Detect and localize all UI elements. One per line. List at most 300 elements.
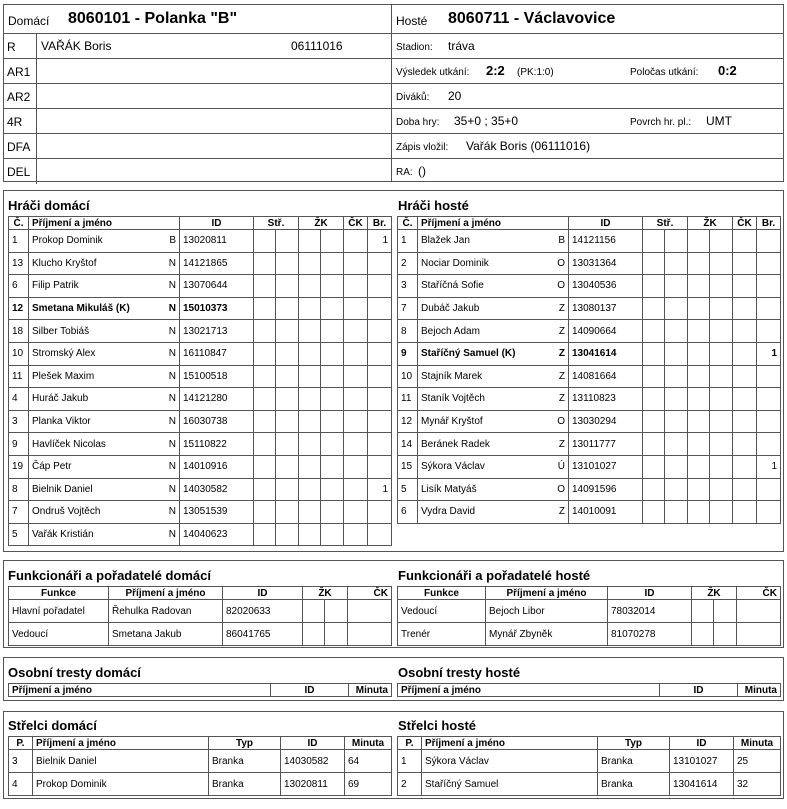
stadium-value: tráva xyxy=(448,39,475,53)
yellow-card-cell xyxy=(321,455,344,478)
away-scorers-header xyxy=(398,737,781,750)
player-row xyxy=(398,478,781,501)
staff-id: 78032014 xyxy=(608,600,692,623)
yellow-card-cell xyxy=(688,275,710,298)
home-scorers-header xyxy=(9,737,392,750)
yellow-card-cell xyxy=(688,410,710,433)
sub-in-cell xyxy=(254,388,276,411)
col-yc: ŽK xyxy=(299,217,344,230)
yellow-card-cell xyxy=(321,523,344,546)
halftime-label: Poločas utkání: xyxy=(630,67,699,78)
col-type: Typ xyxy=(598,737,670,750)
yellow-card-cell xyxy=(688,433,710,456)
col-minute: Minuta xyxy=(734,737,781,750)
col-id: ID xyxy=(223,587,303,600)
yellow-card-cell xyxy=(692,600,714,623)
sub-in-cell xyxy=(643,433,665,456)
official-role: R xyxy=(7,40,16,54)
sub-out-cell xyxy=(665,478,688,501)
yellow-card-cell xyxy=(688,297,710,320)
away-scorers-title: Střelci hosté xyxy=(398,718,477,733)
official-row xyxy=(4,159,391,184)
col-name: Příjmení a jméno xyxy=(418,217,569,230)
player-name: Čáp Petr xyxy=(29,455,162,478)
red-card-cell xyxy=(344,501,368,524)
sub-in-cell xyxy=(254,410,276,433)
scorer-type: Branka xyxy=(598,750,670,773)
staff-role: Vedoucí xyxy=(9,623,109,646)
col-goals: Br. xyxy=(757,217,781,230)
player-goals xyxy=(757,478,781,501)
yellow-card-cell xyxy=(299,275,321,298)
sub-out-cell xyxy=(276,342,299,365)
player-position: N xyxy=(162,320,180,343)
sub-in-cell xyxy=(254,320,276,343)
away-penalties-table xyxy=(397,683,781,697)
yellow-card-cell xyxy=(321,410,344,433)
player-row xyxy=(398,501,781,524)
staff-panel xyxy=(3,560,784,648)
player-goals xyxy=(368,297,392,320)
player-goals: 1 xyxy=(368,230,392,253)
col-minute: Minuta xyxy=(345,737,392,750)
player-position: Z xyxy=(551,297,569,320)
col-id: ID xyxy=(660,684,738,697)
yellow-card-cell xyxy=(710,252,733,275)
yellow-card-cell xyxy=(299,320,321,343)
player-number: 13 xyxy=(9,252,29,275)
sub-in-cell xyxy=(254,478,276,501)
player-row xyxy=(9,433,392,456)
scorers-panel xyxy=(3,711,784,799)
player-id: 13051539 xyxy=(180,501,254,524)
yellow-card-cell xyxy=(714,600,737,623)
player-id: 14121865 xyxy=(180,252,254,275)
home-staff-header xyxy=(9,587,392,600)
col-yc: ŽK xyxy=(303,587,348,600)
home-label: Domácí xyxy=(8,14,50,28)
official-row xyxy=(4,134,391,159)
staff-row xyxy=(398,600,781,623)
sub-in-cell xyxy=(254,501,276,524)
yellow-card-cell xyxy=(710,478,733,501)
staff-role: Trenér xyxy=(398,623,486,646)
scorer-minute: 32 xyxy=(734,773,781,796)
player-position: Ú xyxy=(551,455,569,478)
sub-out-cell xyxy=(276,388,299,411)
away-team-row xyxy=(392,5,783,34)
away-label: Hosté xyxy=(396,14,428,28)
sub-out-cell xyxy=(665,342,688,365)
sub-in-cell xyxy=(254,297,276,320)
sub-in-cell xyxy=(643,230,665,253)
red-card-cell xyxy=(344,230,368,253)
player-id: 14121280 xyxy=(180,388,254,411)
yellow-card-cell xyxy=(714,623,737,646)
red-card-cell xyxy=(737,600,781,623)
away-team-title: 8060711 - Václavovice xyxy=(448,10,616,27)
home-penalties-header xyxy=(9,684,392,697)
player-id: 13030294 xyxy=(569,410,643,433)
sub-in-cell xyxy=(643,365,665,388)
player-position: O xyxy=(551,478,569,501)
player-goals xyxy=(757,433,781,456)
player-id: 14081664 xyxy=(569,365,643,388)
yellow-card-cell xyxy=(321,275,344,298)
player-row xyxy=(9,342,392,365)
player-number: 7 xyxy=(398,297,418,320)
spectators-row xyxy=(392,84,783,109)
sub-out-cell xyxy=(665,252,688,275)
player-row xyxy=(9,388,392,411)
player-position: N xyxy=(162,388,180,411)
sub-out-cell xyxy=(276,523,299,546)
yellow-card-cell xyxy=(710,297,733,320)
yellow-card-cell xyxy=(688,342,710,365)
player-row xyxy=(398,297,781,320)
player-goals xyxy=(368,275,392,298)
player-position: B xyxy=(551,230,569,253)
staff-id: 86041765 xyxy=(223,623,303,646)
official-row xyxy=(4,84,391,109)
red-card-cell xyxy=(344,320,368,343)
sub-out-cell xyxy=(276,455,299,478)
red-card-cell xyxy=(733,230,757,253)
col-rc: ČK xyxy=(737,587,781,600)
player-id: 14030582 xyxy=(180,478,254,501)
player-row xyxy=(9,455,392,478)
away-players-title: Hráči hosté xyxy=(398,198,469,213)
player-row xyxy=(9,297,392,320)
player-goals: 1 xyxy=(757,342,781,365)
sub-out-cell xyxy=(276,297,299,320)
yellow-card-cell xyxy=(299,297,321,320)
player-position: Z xyxy=(551,365,569,388)
yellow-card-cell xyxy=(688,252,710,275)
player-number: 12 xyxy=(9,297,29,320)
yellow-card-cell xyxy=(299,410,321,433)
player-row xyxy=(9,478,392,501)
player-goals xyxy=(757,230,781,253)
yellow-card-cell xyxy=(325,600,348,623)
sub-in-cell xyxy=(254,365,276,388)
sub-out-cell xyxy=(665,388,688,411)
player-name: Plešek Maxim xyxy=(29,365,162,388)
red-card-cell xyxy=(737,623,781,646)
staff-row xyxy=(398,623,781,646)
yellow-card-cell xyxy=(325,623,348,646)
yellow-card-cell xyxy=(299,252,321,275)
player-row xyxy=(9,523,392,546)
player-name: Lisík Matyáš xyxy=(418,478,551,501)
ra-row xyxy=(392,159,783,184)
player-goals xyxy=(757,320,781,343)
sub-out-cell xyxy=(276,365,299,388)
red-card-cell xyxy=(733,478,757,501)
player-number: 6 xyxy=(398,501,418,524)
sub-in-cell xyxy=(254,342,276,365)
scorer-name: Bielnik Daniel xyxy=(33,750,209,773)
player-row xyxy=(9,275,392,298)
sub-out-cell xyxy=(665,230,688,253)
yellow-card-cell xyxy=(321,297,344,320)
player-id: 15010373 xyxy=(180,297,254,320)
sub-in-cell xyxy=(254,230,276,253)
scorer-number: 4 xyxy=(9,773,33,796)
col-goals: Br. xyxy=(368,217,392,230)
ra-label: RA: xyxy=(396,167,413,178)
official-role: AR1 xyxy=(7,65,31,79)
player-position: N xyxy=(162,297,180,320)
col-name: Příjmení a jméno xyxy=(422,737,598,750)
col-id: ID xyxy=(271,684,349,697)
duration-row xyxy=(392,109,783,134)
official-role: AR2 xyxy=(7,90,31,104)
player-row xyxy=(9,252,392,275)
player-id: 13021713 xyxy=(180,320,254,343)
player-name: Staník Vojtěch xyxy=(418,388,551,411)
player-goals xyxy=(368,388,392,411)
away-players-header xyxy=(398,217,781,230)
player-name: Klucho Kryštof xyxy=(29,252,162,275)
player-id: 16030738 xyxy=(180,410,254,433)
yellow-card-cell xyxy=(299,230,321,253)
sub-out-cell xyxy=(665,320,688,343)
player-id: 15100518 xyxy=(180,365,254,388)
yellow-card-cell xyxy=(321,501,344,524)
sub-in-cell xyxy=(643,388,665,411)
player-goals xyxy=(368,252,392,275)
yellow-card-cell xyxy=(710,320,733,343)
player-number: 9 xyxy=(9,433,29,456)
player-name: Staříčný Samuel (K) xyxy=(418,342,551,365)
yellow-card-cell xyxy=(710,388,733,411)
yellow-card-cell xyxy=(299,365,321,388)
red-card-cell xyxy=(344,275,368,298)
player-name: Stajník Marek xyxy=(418,365,551,388)
player-row xyxy=(398,433,781,456)
sub-in-cell xyxy=(643,275,665,298)
stadium-label: Stadion: xyxy=(396,42,433,53)
duration-label: Doba hry: xyxy=(396,117,440,128)
player-id: 13041614 xyxy=(569,342,643,365)
player-name: Staříčná Sofie xyxy=(418,275,551,298)
player-id: 13020811 xyxy=(180,230,254,253)
col-id: ID xyxy=(608,587,692,600)
result-row xyxy=(392,59,783,84)
stadium-row xyxy=(392,34,783,59)
col-name: Příjmení a jméno xyxy=(29,217,180,230)
sub-in-cell xyxy=(643,410,665,433)
player-row xyxy=(398,275,781,298)
player-position: B xyxy=(162,230,180,253)
home-header-column xyxy=(4,5,392,181)
player-number: 7 xyxy=(9,501,29,524)
player-name: Vařák Kristián xyxy=(29,523,162,546)
away-staff-table xyxy=(397,586,781,646)
player-id: 14010916 xyxy=(180,455,254,478)
staff-role: Vedoucí xyxy=(398,600,486,623)
red-card-cell xyxy=(344,410,368,433)
player-name: Mynář Kryštof xyxy=(418,410,551,433)
scorer-name: Staříčný Samuel xyxy=(422,773,598,796)
staff-role: Hlavní pořadatel xyxy=(9,600,109,623)
red-card-cell xyxy=(344,523,368,546)
player-row xyxy=(9,501,392,524)
yellow-card-cell xyxy=(321,388,344,411)
player-name: Dubáč Jakub xyxy=(418,297,551,320)
scorer-id: 13101027 xyxy=(670,750,734,773)
staff-row xyxy=(9,600,392,623)
staff-id: 81070278 xyxy=(608,623,692,646)
col-id: ID xyxy=(670,737,734,750)
player-name: Huráč Jakub xyxy=(29,388,162,411)
sub-out-cell xyxy=(276,252,299,275)
player-row xyxy=(398,342,781,365)
red-card-cell xyxy=(344,342,368,365)
away-staff-title: Funkcionáři a pořadatelé hosté xyxy=(398,568,591,583)
player-name: Bejoch Adam xyxy=(418,320,551,343)
home-staff-title: Funkcionáři a pořadatelé domácí xyxy=(8,568,211,583)
staff-name: Mynář Zbyněk xyxy=(486,623,608,646)
player-position: Z xyxy=(551,433,569,456)
yellow-card-cell xyxy=(710,455,733,478)
player-number: 18 xyxy=(9,320,29,343)
yellow-card-cell xyxy=(321,252,344,275)
player-goals xyxy=(368,410,392,433)
red-card-cell xyxy=(344,388,368,411)
player-row xyxy=(398,410,781,433)
red-card-cell xyxy=(733,320,757,343)
player-name: Ondruš Vojtěch xyxy=(29,501,162,524)
player-goals xyxy=(368,455,392,478)
scorer-row xyxy=(9,773,392,796)
col-yc: ŽK xyxy=(688,217,733,230)
red-card-cell xyxy=(344,478,368,501)
player-goals xyxy=(757,410,781,433)
col-name: Příjmení a jméno xyxy=(33,737,209,750)
player-name: Havlíček Nicolas xyxy=(29,433,162,456)
sub-out-cell xyxy=(665,410,688,433)
recorder-value: Vařák Boris (06111016) xyxy=(466,139,591,153)
player-name: Filip Patrik xyxy=(29,275,162,298)
match-header xyxy=(3,4,784,182)
away-scorers-table xyxy=(397,736,781,796)
red-card-cell xyxy=(733,365,757,388)
home-penalties-table xyxy=(8,683,392,697)
col-role: Funkce xyxy=(398,587,486,600)
player-id: 13070644 xyxy=(180,275,254,298)
red-card-cell xyxy=(348,600,392,623)
sub-out-cell xyxy=(276,320,299,343)
scorer-minute: 69 xyxy=(345,773,392,796)
official-role: DEL xyxy=(7,165,31,179)
halftime-value: 0:2 xyxy=(718,63,737,78)
red-card-cell xyxy=(344,252,368,275)
scorer-type: Branka xyxy=(209,750,281,773)
yellow-card-cell xyxy=(710,410,733,433)
away-header-column xyxy=(392,5,783,181)
scorer-row xyxy=(398,750,781,773)
player-goals: 1 xyxy=(368,478,392,501)
yellow-card-cell xyxy=(688,478,710,501)
col-name: Příjmení a jméno xyxy=(9,684,271,697)
sub-out-cell xyxy=(276,478,299,501)
penalties-panel xyxy=(3,657,784,701)
player-number: 8 xyxy=(398,320,418,343)
sub-out-cell xyxy=(276,410,299,433)
col-id: ID xyxy=(569,217,643,230)
official-role: DFA xyxy=(7,140,31,154)
scorer-name: Sýkora Václav xyxy=(422,750,598,773)
col-sub: Stř. xyxy=(643,217,688,230)
scorer-id: 14030582 xyxy=(281,750,345,773)
player-goals xyxy=(757,501,781,524)
players-panel xyxy=(3,190,784,552)
player-name: Bielnik Daniel xyxy=(29,478,162,501)
red-card-cell xyxy=(733,252,757,275)
scorer-name: Prokop Dominik xyxy=(33,773,209,796)
player-name: Vydra David xyxy=(418,501,551,524)
official-row xyxy=(4,59,391,84)
col-num: P. xyxy=(9,737,33,750)
yellow-card-cell xyxy=(299,388,321,411)
staff-row xyxy=(9,623,392,646)
player-position: N xyxy=(162,365,180,388)
scorer-row xyxy=(9,750,392,773)
result-value: 2:2 xyxy=(486,63,505,78)
staff-id: 82020633 xyxy=(223,600,303,623)
sub-in-cell xyxy=(254,523,276,546)
scorer-type: Branka xyxy=(209,773,281,796)
player-row xyxy=(398,230,781,253)
player-row xyxy=(9,320,392,343)
player-position: O xyxy=(551,410,569,433)
official-code: 06111016 xyxy=(291,39,343,53)
yellow-card-cell xyxy=(299,501,321,524)
player-number: 5 xyxy=(398,478,418,501)
yellow-card-cell xyxy=(688,230,710,253)
ra-value: () xyxy=(418,164,426,178)
player-number: 19 xyxy=(9,455,29,478)
scorer-id: 13020811 xyxy=(281,773,345,796)
red-card-cell xyxy=(733,433,757,456)
col-rc: ČK xyxy=(348,587,392,600)
player-number: 10 xyxy=(9,342,29,365)
player-number: 1 xyxy=(9,230,29,253)
yellow-card-cell xyxy=(321,230,344,253)
player-row xyxy=(398,365,781,388)
scorer-minute: 25 xyxy=(734,750,781,773)
player-position: O xyxy=(551,252,569,275)
player-number: 5 xyxy=(9,523,29,546)
scorer-row xyxy=(398,773,781,796)
player-position: N xyxy=(162,523,180,546)
result-pk: (PK:1:0) xyxy=(517,67,554,78)
sub-out-cell xyxy=(276,433,299,456)
player-position: N xyxy=(162,252,180,275)
sub-in-cell xyxy=(254,433,276,456)
player-name: Smetana Mikuláš (K) xyxy=(29,297,162,320)
red-card-cell xyxy=(733,342,757,365)
official-role: 4R xyxy=(7,115,23,129)
col-minute: Minuta xyxy=(349,684,392,697)
col-sub: Stř. xyxy=(254,217,299,230)
scorer-number: 2 xyxy=(398,773,422,796)
sub-in-cell xyxy=(254,252,276,275)
sub-out-cell xyxy=(665,433,688,456)
scorer-minute: 64 xyxy=(345,750,392,773)
